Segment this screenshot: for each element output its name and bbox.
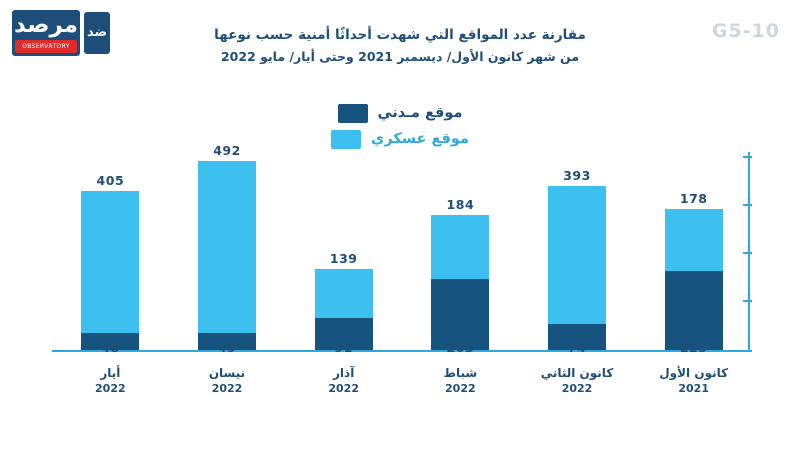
legend xyxy=(0,100,800,152)
x-axis-category-year: 2021 xyxy=(678,382,709,395)
x-axis-category-name: نيسان xyxy=(208,366,246,380)
x-axis-category-name: شباط xyxy=(443,366,478,380)
legend-swatch-military xyxy=(331,130,361,149)
header xyxy=(0,0,800,96)
bar-segment-civil[interactable] xyxy=(665,271,723,350)
bar-value-civil: 74 xyxy=(567,340,587,355)
x-axis-category-year: 2022 xyxy=(561,382,593,395)
x-axis-category-year: 2022 xyxy=(211,382,243,395)
bar-group[interactable] xyxy=(665,209,723,350)
logo-name: مرصد xyxy=(12,10,80,56)
bar-value-civil: 49 xyxy=(217,340,237,355)
x-axis-category-year: 2022 xyxy=(328,382,359,395)
bar-segment-military[interactable] xyxy=(665,209,723,271)
title-line-2: من شهر كانون الأول/ ديسمبر 2021 وحتى أيار/ مايو 2022 xyxy=(220,49,580,64)
x-axis-category-year: 2022 xyxy=(95,382,126,395)
bar-value-civil: 48 xyxy=(101,340,120,355)
bar-value-military: 405 xyxy=(96,173,125,188)
legend-label-civil: موقع مـدني xyxy=(377,105,463,121)
logo-subtitle: OBSERVATORY xyxy=(15,40,77,53)
logo-side-mark: ضد xyxy=(84,12,110,54)
x-axis-category-name: آذار xyxy=(333,366,355,380)
bar-segment-military[interactable] xyxy=(548,186,606,324)
legend-item-military[interactable] xyxy=(0,126,800,152)
bar-value-military: 139 xyxy=(329,251,358,266)
x-axis-label-group xyxy=(639,340,749,396)
x-axis-category-year: 2022 xyxy=(445,382,476,395)
x-axis-label-group xyxy=(289,340,399,396)
legend-swatch-civil xyxy=(338,104,368,123)
bar-value-civil: 203 xyxy=(446,340,475,355)
bar-value-military: 393 xyxy=(563,168,591,183)
bar-value-civil: 225 xyxy=(679,340,708,355)
bar-segment-military[interactable] xyxy=(198,161,256,333)
x-axis-labels xyxy=(52,340,752,420)
x-axis-category-name: أيار xyxy=(100,366,121,380)
bar-value-military: 184 xyxy=(446,197,475,212)
x-axis-category-name: كانون الأول xyxy=(659,366,729,380)
plot-area xyxy=(52,143,752,352)
page-title xyxy=(0,24,800,68)
legend-label-military: موقع عسكري xyxy=(371,131,469,147)
x-axis-label-group xyxy=(172,340,282,396)
x-axis-label-group xyxy=(405,340,515,396)
bar-segment-military[interactable] xyxy=(315,269,373,318)
bar-group[interactable] xyxy=(198,161,256,350)
x-axis-category-name: كانون الثاني xyxy=(540,366,614,380)
bar-group[interactable] xyxy=(548,186,606,350)
legend-item-civil[interactable] xyxy=(0,100,800,126)
bar-value-civil: 91 xyxy=(334,340,353,355)
bar-group[interactable] xyxy=(431,215,489,350)
bar-series xyxy=(52,143,752,352)
bar-value-military: 178 xyxy=(679,191,708,206)
bar-group[interactable] xyxy=(81,191,139,350)
title-line-1: مقارنة عدد المواقع التي شهدت أحداثًا أمنية حسب نوعها xyxy=(214,27,586,43)
bar-segment-military[interactable] xyxy=(431,215,489,279)
x-axis-label-group xyxy=(522,340,632,396)
bar-segment-military[interactable] xyxy=(81,191,139,333)
chart-code: G5-10 xyxy=(711,20,780,42)
x-axis-label-group xyxy=(55,340,165,396)
bar-value-military: 492 xyxy=(213,143,241,158)
bar-group[interactable] xyxy=(315,269,373,350)
